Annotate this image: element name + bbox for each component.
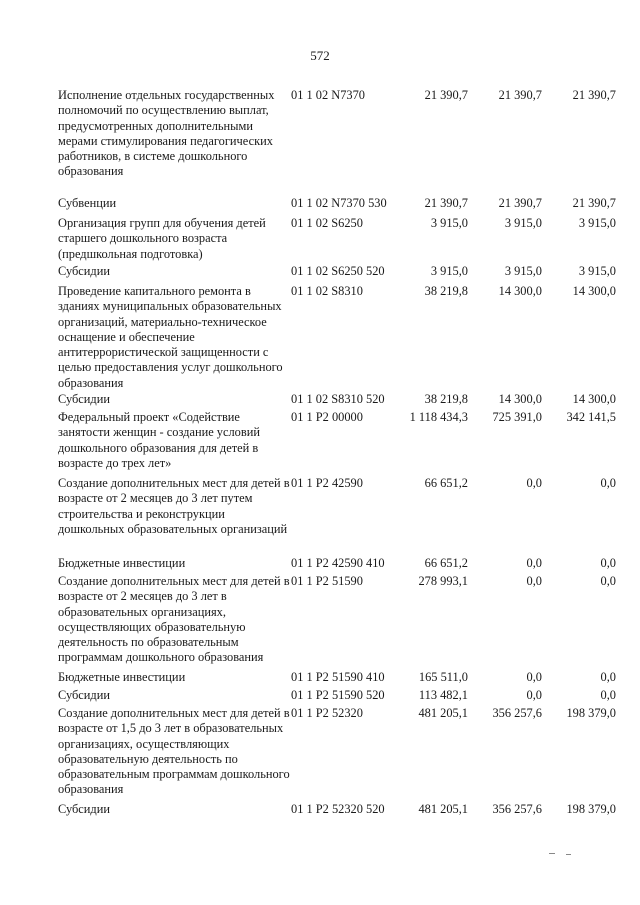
row-value-3: 0,0 [600, 574, 616, 588]
row-value-1: 66 651,2 [424, 476, 468, 490]
row-value-1: 38 219,8 [424, 284, 468, 298]
row-value-1: 1 118 434,3 [409, 410, 468, 424]
row-value-3: 14 300,0 [572, 284, 616, 298]
row-value-1: 481 205,1 [418, 706, 468, 720]
row-value-3: 198 379,0 [566, 706, 616, 720]
row-name: Организация групп для обучения детей старшего дошкольного возраста (предшкольная подготовка) [58, 216, 266, 261]
row-value-1: 278 993,1 [418, 574, 468, 588]
row-name: Субвенции [58, 196, 117, 210]
row-value-3: 21 390,7 [572, 88, 616, 102]
row-name: Бюджетные инвестиции [58, 670, 186, 684]
row-name: Проведение капитального ремонта в зданиях муниципальных образовательных организаций, материально-техническое оснащение и обеспечение антитеррористической защищенности с целью предоставления услуг дошкольного образования [58, 284, 283, 390]
row-code: 01 1 Р2 42590 [291, 476, 363, 490]
row-code: 01 1 Р2 00000 [291, 410, 363, 424]
row-code: 01 1 02 S8310 520 [291, 392, 385, 406]
row-value-2: 14 300,0 [498, 284, 542, 298]
row-value-1: 66 651,2 [424, 556, 468, 570]
row-name: Субсидии [58, 688, 110, 702]
row-code: 01 1 Р2 51590 410 [291, 670, 385, 684]
row-value-2: 356 257,6 [492, 802, 542, 816]
scan-speck [549, 853, 555, 854]
row-code: 01 1 02 S8310 [291, 284, 363, 298]
row-value-2: 0,0 [526, 556, 542, 570]
row-value-2: 0,0 [526, 574, 542, 588]
row-name: Исполнение отдельных государственных полномочий по осуществлению выплат, предусмотренных дополнительными мерами стимулирования педагогических работников, в системе дошкольного образования [58, 88, 275, 179]
row-value-3: 0,0 [600, 556, 616, 570]
row-name: Субсидии [58, 802, 110, 816]
row-name: Федеральный проект «Содействие занятости женщин - создание условий дошкольного образования для детей в возрасте до трех лет» [58, 410, 260, 470]
row-name: Субсидии [58, 392, 110, 406]
row-value-1: 3 915,0 [430, 264, 468, 278]
row-value-2: 0,0 [526, 688, 542, 702]
row-value-2: 0,0 [526, 476, 542, 490]
row-name: Создание дополнительных мест для детей в возрасте от 2 месяцев до 3 лет в образовательных организациях, осуществляющих образовательную деятельность по образовательным программам дошкольного образования [58, 574, 290, 665]
row-code: 01 1 02 S6250 520 [291, 264, 385, 278]
row-value-1: 3 915,0 [430, 216, 468, 230]
row-value-3: 0,0 [600, 476, 616, 490]
row-code: 01 1 Р2 52320 [291, 706, 363, 720]
row-value-2: 3 915,0 [504, 216, 542, 230]
row-value-3: 198 379,0 [566, 802, 616, 816]
row-code: 01 1 02 S6250 [291, 216, 363, 230]
row-value-1: 21 390,7 [424, 88, 468, 102]
page-number: 572 [310, 48, 330, 63]
row-value-2: 356 257,6 [492, 706, 542, 720]
row-value-3: 3 915,0 [578, 264, 616, 278]
row-value-3: 21 390,7 [572, 196, 616, 210]
row-value-3: 342 141,5 [566, 410, 616, 424]
row-value-2: 14 300,0 [498, 392, 542, 406]
row-code: 01 1 Р2 52320 520 [291, 802, 385, 816]
row-value-1: 38 219,8 [424, 392, 468, 406]
row-value-3: 0,0 [600, 688, 616, 702]
row-value-2: 21 390,7 [498, 196, 542, 210]
row-value-2: 3 915,0 [504, 264, 542, 278]
row-value-3: 0,0 [600, 670, 616, 684]
row-value-1: 21 390,7 [424, 196, 468, 210]
row-name: Создание дополнительных мест для детей в возрасте от 1,5 до 3 лет в образовательных организациях, осуществляющих образовательную деятельность по образовательным программам дошкольного образования [58, 706, 290, 797]
row-name: Субсидии [58, 264, 110, 278]
row-name: Бюджетные инвестиции [58, 556, 186, 570]
row-value-2: 725 391,0 [492, 410, 542, 424]
row-value-1: 481 205,1 [418, 802, 468, 816]
row-code: 01 1 Р2 51590 [291, 574, 363, 588]
row-value-3: 3 915,0 [578, 216, 616, 230]
row-value-2: 21 390,7 [498, 88, 542, 102]
row-value-2: 0,0 [526, 670, 542, 684]
scan-speck [566, 854, 571, 855]
row-code: 01 1 02 N7370 [291, 88, 365, 102]
row-value-3: 14 300,0 [572, 392, 616, 406]
row-value-1: 113 482,1 [418, 688, 468, 702]
row-code: 01 1 Р2 42590 410 [291, 556, 385, 570]
row-code: 01 1 02 N7370 530 [291, 196, 387, 210]
row-code: 01 1 Р2 51590 520 [291, 688, 385, 702]
row-name: Создание дополнительных мест для детей в возрасте от 2 месяцев до 3 лет путем строительства и реконструкции дошкольных образовательных организаций [58, 476, 290, 536]
row-value-1: 165 511,0 [418, 670, 468, 684]
